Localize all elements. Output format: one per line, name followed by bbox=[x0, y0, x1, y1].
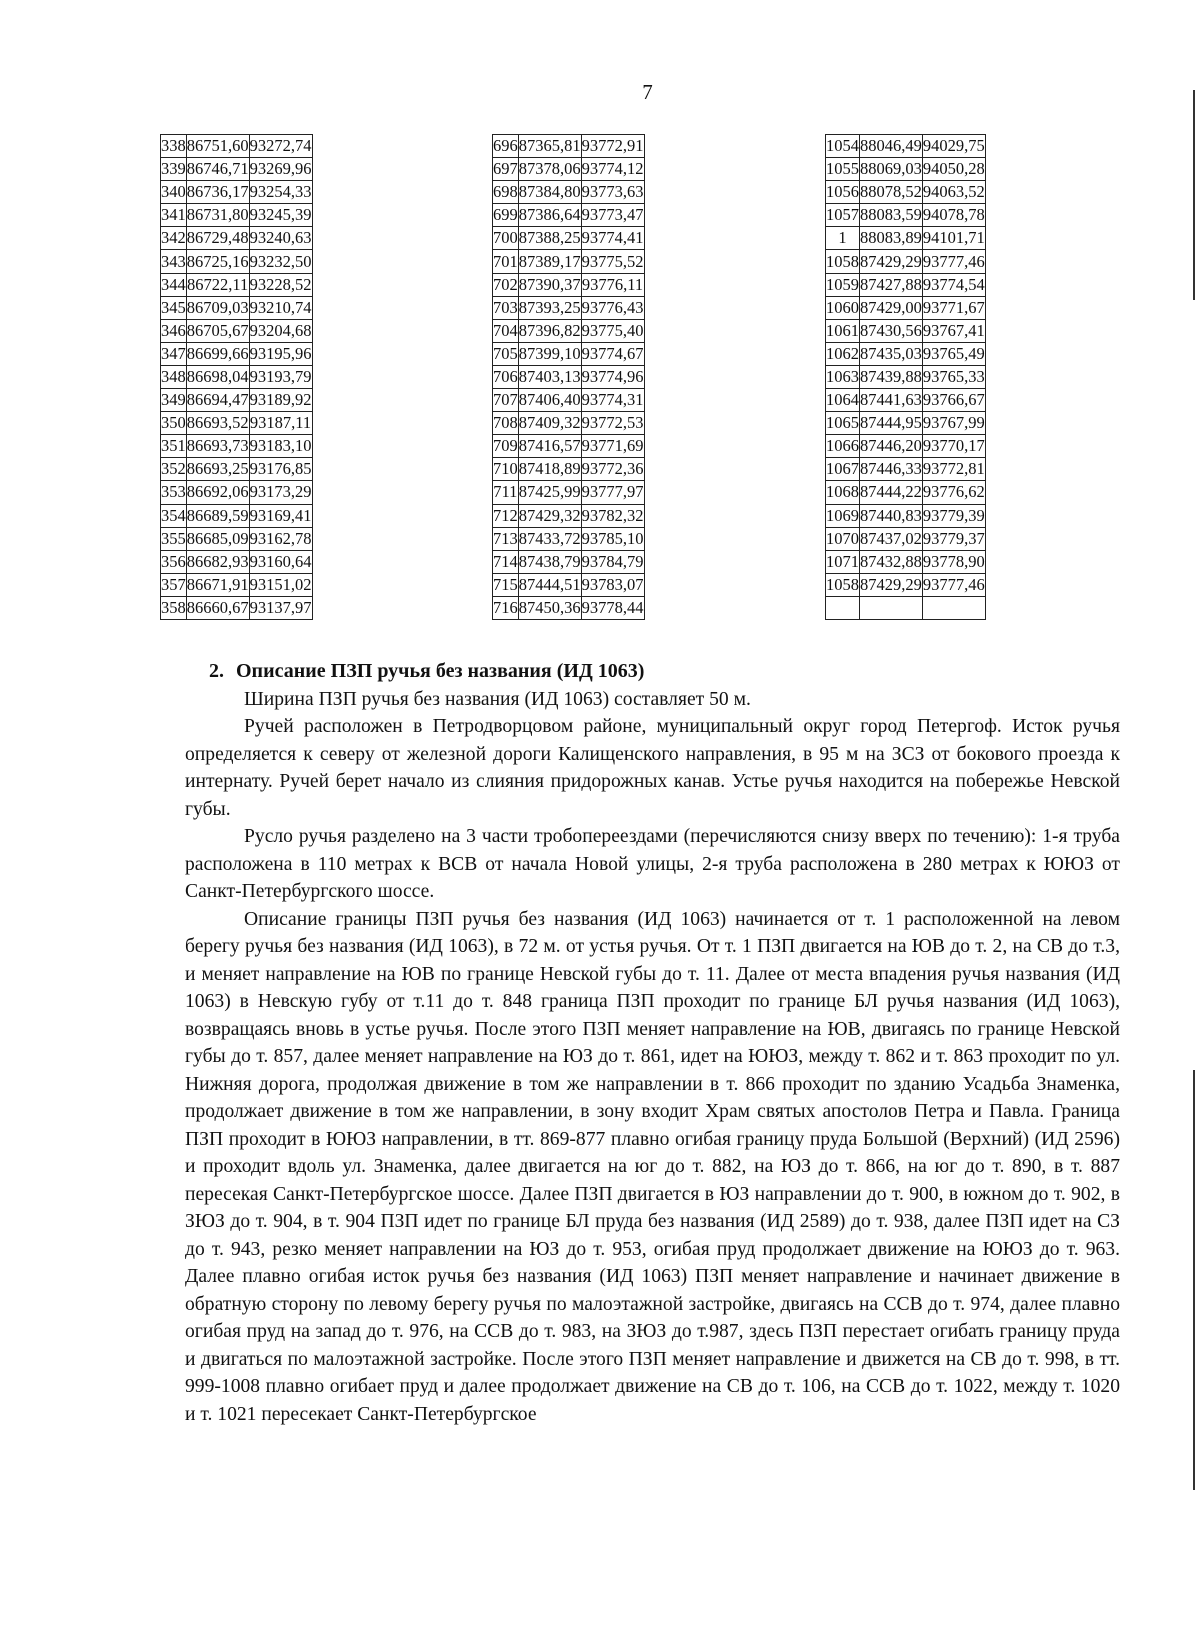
y-coordinate-cell: 93778,44 bbox=[581, 596, 644, 619]
point-id-cell: 341 bbox=[161, 204, 187, 227]
x-coordinate-cell: 87365,81 bbox=[518, 135, 581, 158]
y-coordinate-cell: 93240,63 bbox=[249, 227, 312, 250]
table-row bbox=[161, 250, 313, 273]
y-coordinate-cell: 93779,39 bbox=[922, 504, 985, 527]
y-coordinate-cell: 94029,75 bbox=[922, 135, 985, 158]
x-coordinate-cell: 87409,32 bbox=[518, 412, 581, 435]
x-coordinate-cell: 86693,25 bbox=[186, 458, 249, 481]
x-coordinate-cell: 88046,49 bbox=[860, 135, 923, 158]
table-row bbox=[493, 319, 645, 342]
x-coordinate-cell: 87450,36 bbox=[518, 596, 581, 619]
x-coordinate-cell: 86682,93 bbox=[186, 550, 249, 573]
table-row bbox=[826, 342, 986, 365]
x-coordinate-cell: 87429,29 bbox=[860, 573, 923, 596]
point-id-cell: 347 bbox=[161, 342, 187, 365]
point-id-cell: 696 bbox=[493, 135, 519, 158]
point-id-cell: 1 bbox=[826, 227, 860, 250]
table-row bbox=[826, 181, 986, 204]
point-id-cell: 709 bbox=[493, 435, 519, 458]
y-coordinate-cell: 93772,36 bbox=[581, 458, 644, 481]
x-coordinate-cell: 86746,71 bbox=[186, 158, 249, 181]
x-coordinate-cell: 87438,79 bbox=[518, 550, 581, 573]
y-coordinate-cell: 94101,71 bbox=[922, 227, 985, 250]
table-row bbox=[826, 481, 986, 504]
section-number: 2. bbox=[209, 660, 224, 682]
y-coordinate-cell: 93774,31 bbox=[581, 389, 644, 412]
point-id-cell: 703 bbox=[493, 296, 519, 319]
point-id-cell: 358 bbox=[161, 596, 187, 619]
x-coordinate-cell: 88083,59 bbox=[860, 204, 923, 227]
point-id-cell: 339 bbox=[161, 158, 187, 181]
point-id-cell: 1066 bbox=[826, 435, 860, 458]
table-row bbox=[161, 435, 313, 458]
x-coordinate-cell: 87399,10 bbox=[518, 342, 581, 365]
y-coordinate-cell: 93232,50 bbox=[249, 250, 312, 273]
y-coordinate-cell: 93775,52 bbox=[581, 250, 644, 273]
point-id-cell: 340 bbox=[161, 181, 187, 204]
y-coordinate-cell: 93765,33 bbox=[922, 365, 985, 388]
point-id-cell: 346 bbox=[161, 319, 187, 342]
x-coordinate-cell: 87396,82 bbox=[518, 319, 581, 342]
y-coordinate-cell: 94063,52 bbox=[922, 181, 985, 204]
table-row bbox=[493, 550, 645, 573]
x-coordinate-cell: 87432,88 bbox=[860, 550, 923, 573]
table-row bbox=[493, 596, 645, 619]
point-id-cell: 698 bbox=[493, 181, 519, 204]
table-row bbox=[161, 596, 313, 619]
table-row bbox=[493, 435, 645, 458]
point-id-cell: 708 bbox=[493, 412, 519, 435]
scan-edge-line bbox=[1193, 1070, 1195, 1490]
y-coordinate-cell: 93176,85 bbox=[249, 458, 312, 481]
y-coordinate-cell: 93254,33 bbox=[249, 181, 312, 204]
point-id-cell: 351 bbox=[161, 435, 187, 458]
table-row bbox=[493, 135, 645, 158]
x-coordinate-cell bbox=[860, 596, 923, 619]
y-coordinate-cell: 93193,79 bbox=[249, 365, 312, 388]
table-row bbox=[161, 389, 313, 412]
point-id-cell: 713 bbox=[493, 527, 519, 550]
x-coordinate-cell: 86671,91 bbox=[186, 573, 249, 596]
x-coordinate-cell: 87430,56 bbox=[860, 319, 923, 342]
point-id-cell: 715 bbox=[493, 573, 519, 596]
table-row bbox=[826, 204, 986, 227]
x-coordinate-cell: 87403,13 bbox=[518, 365, 581, 388]
x-coordinate-cell: 87444,51 bbox=[518, 573, 581, 596]
x-coordinate-cell: 87441,63 bbox=[860, 389, 923, 412]
y-coordinate-cell: 93778,90 bbox=[922, 550, 985, 573]
table-row bbox=[826, 573, 986, 596]
x-coordinate-cell: 86729,48 bbox=[186, 227, 249, 250]
x-coordinate-cell: 86693,52 bbox=[186, 412, 249, 435]
point-id-cell: 1057 bbox=[826, 204, 860, 227]
y-coordinate-cell: 93189,92 bbox=[249, 389, 312, 412]
y-coordinate-cell: 93137,97 bbox=[249, 596, 312, 619]
table-row bbox=[493, 527, 645, 550]
point-id-cell: 1071 bbox=[826, 550, 860, 573]
point-id-cell: 707 bbox=[493, 389, 519, 412]
table-row bbox=[826, 435, 986, 458]
table-row bbox=[826, 273, 986, 296]
point-id-cell: 1070 bbox=[826, 527, 860, 550]
y-coordinate-cell: 93777,46 bbox=[922, 250, 985, 273]
table-row bbox=[493, 227, 645, 250]
point-id-cell: 1055 bbox=[826, 158, 860, 181]
point-id-cell: 710 bbox=[493, 458, 519, 481]
point-id-cell: 343 bbox=[161, 250, 187, 273]
point-id-cell: 1064 bbox=[826, 389, 860, 412]
y-coordinate-cell: 93774,41 bbox=[581, 227, 644, 250]
table-row bbox=[161, 550, 313, 573]
x-coordinate-cell: 87444,95 bbox=[860, 412, 923, 435]
point-id-cell: 348 bbox=[161, 365, 187, 388]
x-coordinate-cell: 87437,02 bbox=[860, 527, 923, 550]
y-coordinate-cell: 93775,40 bbox=[581, 319, 644, 342]
x-coordinate-cell: 87388,25 bbox=[518, 227, 581, 250]
x-coordinate-cell: 87439,88 bbox=[860, 365, 923, 388]
point-id-cell: 705 bbox=[493, 342, 519, 365]
table-row bbox=[826, 365, 986, 388]
table-row bbox=[161, 412, 313, 435]
y-coordinate-cell: 93210,74 bbox=[249, 296, 312, 319]
y-coordinate-cell: 93162,78 bbox=[249, 527, 312, 550]
point-id-cell: 356 bbox=[161, 550, 187, 573]
y-coordinate-cell: 93204,68 bbox=[249, 319, 312, 342]
coordinates-table-3 bbox=[825, 134, 986, 620]
y-coordinate-cell: 93187,11 bbox=[249, 412, 312, 435]
table-row bbox=[493, 573, 645, 596]
x-coordinate-cell: 88069,03 bbox=[860, 158, 923, 181]
x-coordinate-cell: 86692,06 bbox=[186, 481, 249, 504]
point-id-cell: 704 bbox=[493, 319, 519, 342]
y-coordinate-cell bbox=[922, 596, 985, 619]
table-row bbox=[493, 296, 645, 319]
x-coordinate-cell: 87384,80 bbox=[518, 181, 581, 204]
paragraph-boundary: Описание границы ПЗП ручья без названия (ИД 1063) начинается от т. 1 расположенной на левом берегу ручья без названия (ИД 1063), в 72 м. от устья ручья. От т. 1 ПЗП двигается на ЮВ до т. 2, на СВ до т.3, и меняет направление на ЮВ по границе Невской губы до т. 11. Далее от места впадения ручья названия (ИД 1063) в Невскую губу от т.11 до т. 848 граница ПЗП проходит по границе БЛ ручья названия (ИД 1063), возвращаясь вновь в устье ручья. После этого ПЗП меняет направление на ЮВ, двигаясь по границе Невской губы до т. 857, далее меняет направление на ЮЗ до т. 861, идет на ЮЮЗ, между т. 862 и т. 863 проходит по ул. Нижняя дорога, продолжая движение в том же направлении в т. 866 проходит по зданию Усадьба Знаменка, продолжает движение в том же направлении, в зону входит Храм святых апостолов Петра и Павла. Граница ПЗП проходит в ЮЮЗ направлении, в тт. 869-877 плавно огибая границу пруда Большой (Верхний) (ИД 2596) и проходит вдоль ул. Знаменка, далее двигается на юг до т. 882, на ЮЗ до т. 866, на юг до т. 890, в т. 887 пересекая Санкт-Петербургское шоссе. Далее ПЗП двигается в ЮЗ направлении до т. 900, в южном до т. 902, в ЗЮЗ до т. 904, в т. 904 ПЗП идет по границе БЛ пруда без названия (ИД 2589) до т. 938, далее ПЗП идет на СЗ до т. 943, резко меняет направлении на ЮЗ до т. 953, огибая пруд продолжает движение на ЮЮЗ до т. 963. Далее плавно огибая исток ручья без названия (ИД 1063) ПЗП меняет направление и начинает движение в обратную сторону по левому берегу ручья по малоэтажной застройке, двигаясь на ССВ до т. 974, далее плавно огибая пруд на запад до т. 976, на ССВ до т. 983, на ЗЮЗ до т.987, здесь ПЗП перестает огибать границу пруда и двигаться по малоэтажной застройке. После этого ПЗП меняет направление и движется на СВ до т. 998, в тт. 999-1008 плавно огибает пруд и далее продолжает движение на СВ до т. 106, на ССВ до т. 1022, между т. 1020 и т. 1021 пересекает Санкт-Петербургское bbox=[185, 908, 1120, 1425]
y-coordinate-cell: 93772,91 bbox=[581, 135, 644, 158]
x-coordinate-cell: 86705,67 bbox=[186, 319, 249, 342]
point-id-cell: 1068 bbox=[826, 481, 860, 504]
y-coordinate-cell: 93774,54 bbox=[922, 273, 985, 296]
x-coordinate-cell: 86689,59 bbox=[186, 504, 249, 527]
x-coordinate-cell: 87446,20 bbox=[860, 435, 923, 458]
table-row bbox=[493, 273, 645, 296]
x-coordinate-cell: 87444,22 bbox=[860, 481, 923, 504]
point-id-cell: 1059 bbox=[826, 273, 860, 296]
y-coordinate-cell: 93774,96 bbox=[581, 365, 644, 388]
section-heading bbox=[185, 658, 1120, 686]
x-coordinate-cell: 86698,04 bbox=[186, 365, 249, 388]
point-id-cell: 716 bbox=[493, 596, 519, 619]
table-row bbox=[493, 412, 645, 435]
y-coordinate-cell: 93765,49 bbox=[922, 342, 985, 365]
x-coordinate-cell: 87425,99 bbox=[518, 481, 581, 504]
table-row bbox=[826, 389, 986, 412]
point-id-cell: 353 bbox=[161, 481, 187, 504]
point-id-cell: 1061 bbox=[826, 319, 860, 342]
x-coordinate-cell: 88083,89 bbox=[860, 227, 923, 250]
x-coordinate-cell: 86751,60 bbox=[186, 135, 249, 158]
point-id-cell: 699 bbox=[493, 204, 519, 227]
x-coordinate-cell: 86736,17 bbox=[186, 181, 249, 204]
section-title: Описание ПЗП ручья без названия (ИД 1063) bbox=[236, 660, 645, 682]
table-row bbox=[493, 365, 645, 388]
y-coordinate-cell: 93771,69 bbox=[581, 435, 644, 458]
point-id-cell: 342 bbox=[161, 227, 187, 250]
x-coordinate-cell: 87446,33 bbox=[860, 458, 923, 481]
table-row bbox=[161, 342, 313, 365]
paragraph-width: Ширина ПЗП ручья без названия (ИД 1063) составляет 50 м. bbox=[244, 688, 751, 710]
point-id-cell: 344 bbox=[161, 273, 187, 296]
y-coordinate-cell: 93269,96 bbox=[249, 158, 312, 181]
x-coordinate-cell: 86722,11 bbox=[186, 273, 249, 296]
point-id-cell: 1058 bbox=[826, 250, 860, 273]
x-coordinate-cell: 86709,03 bbox=[186, 296, 249, 319]
scan-edge-line bbox=[1193, 90, 1195, 300]
x-coordinate-cell: 87440,83 bbox=[860, 504, 923, 527]
table-row bbox=[493, 181, 645, 204]
y-coordinate-cell: 93783,07 bbox=[581, 573, 644, 596]
y-coordinate-cell: 93771,67 bbox=[922, 296, 985, 319]
x-coordinate-cell: 86694,47 bbox=[186, 389, 249, 412]
point-id-cell: 1060 bbox=[826, 296, 860, 319]
point-id-cell: 345 bbox=[161, 296, 187, 319]
x-coordinate-cell: 86685,09 bbox=[186, 527, 249, 550]
table-row bbox=[161, 181, 313, 204]
table-row bbox=[826, 250, 986, 273]
table-row bbox=[161, 273, 313, 296]
y-coordinate-cell: 93774,12 bbox=[581, 158, 644, 181]
point-id-cell: 706 bbox=[493, 365, 519, 388]
table-row bbox=[826, 158, 986, 181]
x-coordinate-cell: 86660,67 bbox=[186, 596, 249, 619]
coordinates-table-2 bbox=[492, 134, 645, 620]
table-row bbox=[161, 504, 313, 527]
x-coordinate-cell: 87406,40 bbox=[518, 389, 581, 412]
point-id-cell: 1054 bbox=[826, 135, 860, 158]
coordinates-table-1 bbox=[160, 134, 313, 620]
table-row bbox=[493, 504, 645, 527]
table-row bbox=[826, 296, 986, 319]
point-id-cell: 1069 bbox=[826, 504, 860, 527]
x-coordinate-cell: 87427,88 bbox=[860, 273, 923, 296]
point-id-cell bbox=[826, 596, 860, 619]
y-coordinate-cell: 93766,67 bbox=[922, 389, 985, 412]
y-coordinate-cell: 94050,28 bbox=[922, 158, 985, 181]
point-id-cell: 714 bbox=[493, 550, 519, 573]
point-id-cell: 355 bbox=[161, 527, 187, 550]
table-row bbox=[826, 227, 986, 250]
point-id-cell: 702 bbox=[493, 273, 519, 296]
point-id-cell: 354 bbox=[161, 504, 187, 527]
point-id-cell: 712 bbox=[493, 504, 519, 527]
point-id-cell: 357 bbox=[161, 573, 187, 596]
point-id-cell: 1058 bbox=[826, 573, 860, 596]
table-row bbox=[161, 227, 313, 250]
table-row bbox=[493, 389, 645, 412]
x-coordinate-cell: 86693,73 bbox=[186, 435, 249, 458]
y-coordinate-cell: 93777,97 bbox=[581, 481, 644, 504]
table-row bbox=[493, 204, 645, 227]
table-row bbox=[161, 527, 313, 550]
table-row bbox=[826, 135, 986, 158]
point-id-cell: 1067 bbox=[826, 458, 860, 481]
x-coordinate-cell: 86731,80 bbox=[186, 204, 249, 227]
y-coordinate-cell: 93782,32 bbox=[581, 504, 644, 527]
y-coordinate-cell: 93772,81 bbox=[922, 458, 985, 481]
y-coordinate-cell: 93776,11 bbox=[581, 273, 644, 296]
point-id-cell: 338 bbox=[161, 135, 187, 158]
y-coordinate-cell: 93779,37 bbox=[922, 527, 985, 550]
table-row bbox=[826, 319, 986, 342]
y-coordinate-cell: 93774,67 bbox=[581, 342, 644, 365]
y-coordinate-cell: 93767,41 bbox=[922, 319, 985, 342]
y-coordinate-cell: 93195,96 bbox=[249, 342, 312, 365]
y-coordinate-cell: 93245,39 bbox=[249, 204, 312, 227]
table-row bbox=[826, 550, 986, 573]
point-id-cell: 700 bbox=[493, 227, 519, 250]
table-row bbox=[493, 250, 645, 273]
table-row bbox=[493, 342, 645, 365]
y-coordinate-cell: 93772,53 bbox=[581, 412, 644, 435]
point-id-cell: 349 bbox=[161, 389, 187, 412]
table-row bbox=[161, 296, 313, 319]
y-coordinate-cell: 93228,52 bbox=[249, 273, 312, 296]
x-coordinate-cell: 87429,32 bbox=[518, 504, 581, 527]
point-id-cell: 350 bbox=[161, 412, 187, 435]
table-row bbox=[161, 319, 313, 342]
y-coordinate-cell: 93777,46 bbox=[922, 573, 985, 596]
point-id-cell: 1062 bbox=[826, 342, 860, 365]
y-coordinate-cell: 93773,63 bbox=[581, 181, 644, 204]
x-coordinate-cell: 86699,66 bbox=[186, 342, 249, 365]
section-text bbox=[185, 658, 1120, 1428]
y-coordinate-cell: 93151,02 bbox=[249, 573, 312, 596]
x-coordinate-cell: 87416,57 bbox=[518, 435, 581, 458]
x-coordinate-cell: 88078,52 bbox=[860, 181, 923, 204]
table-row bbox=[493, 158, 645, 181]
x-coordinate-cell: 87435,03 bbox=[860, 342, 923, 365]
table-row bbox=[161, 458, 313, 481]
y-coordinate-cell: 93776,43 bbox=[581, 296, 644, 319]
table-row bbox=[826, 458, 986, 481]
y-coordinate-cell: 94078,78 bbox=[922, 204, 985, 227]
table-row bbox=[493, 481, 645, 504]
point-id-cell: 1063 bbox=[826, 365, 860, 388]
x-coordinate-cell: 87390,37 bbox=[518, 273, 581, 296]
point-id-cell: 1056 bbox=[826, 181, 860, 204]
table-row bbox=[161, 135, 313, 158]
x-coordinate-cell: 87386,64 bbox=[518, 204, 581, 227]
table-row bbox=[161, 158, 313, 181]
y-coordinate-cell: 93183,10 bbox=[249, 435, 312, 458]
x-coordinate-cell: 87393,25 bbox=[518, 296, 581, 319]
table-row bbox=[826, 504, 986, 527]
table-row bbox=[826, 527, 986, 550]
y-coordinate-cell: 93173,29 bbox=[249, 481, 312, 504]
x-coordinate-cell: 87429,00 bbox=[860, 296, 923, 319]
table-row bbox=[826, 412, 986, 435]
y-coordinate-cell: 93767,99 bbox=[922, 412, 985, 435]
y-coordinate-cell: 93770,17 bbox=[922, 435, 985, 458]
y-coordinate-cell: 93169,41 bbox=[249, 504, 312, 527]
x-coordinate-cell: 87418,89 bbox=[518, 458, 581, 481]
table-row bbox=[161, 204, 313, 227]
point-id-cell: 697 bbox=[493, 158, 519, 181]
y-coordinate-cell: 93272,74 bbox=[249, 135, 312, 158]
x-coordinate-cell: 87429,29 bbox=[860, 250, 923, 273]
x-coordinate-cell: 87378,06 bbox=[518, 158, 581, 181]
point-id-cell: 701 bbox=[493, 250, 519, 273]
y-coordinate-cell: 93785,10 bbox=[581, 527, 644, 550]
table-row bbox=[826, 596, 986, 619]
point-id-cell: 352 bbox=[161, 458, 187, 481]
point-id-cell: 711 bbox=[493, 481, 519, 504]
x-coordinate-cell: 87389,17 bbox=[518, 250, 581, 273]
y-coordinate-cell: 93776,62 bbox=[922, 481, 985, 504]
x-coordinate-cell: 87433,72 bbox=[518, 527, 581, 550]
y-coordinate-cell: 93784,79 bbox=[581, 550, 644, 573]
table-row bbox=[161, 481, 313, 504]
x-coordinate-cell: 86725,16 bbox=[186, 250, 249, 273]
table-row bbox=[161, 365, 313, 388]
paragraph-location: Ручей расположен в Петродворцовом районе, муниципальный округ город Петергоф. Исток ручья определяется к северу от железной дороги Калищенского направления, в 95 м на ЗСЗ от бокового проезда к интернату. Ручей берет начало из слияния придорожных канав. Устье ручья находится на побережье Невской губы. bbox=[185, 716, 1120, 820]
table-row bbox=[493, 458, 645, 481]
paragraph-channel: Русло ручья разделено на 3 части тробопереездами (перечисляются снизу вверх по течению): 1-я труба расположена в 110 метрах к ВСВ от начала Новой улицы, 2-я труба расположена в 280 метрах к ЮЮЗ от Санкт-Петербургского шоссе. bbox=[185, 826, 1120, 902]
table-row bbox=[161, 573, 313, 596]
point-id-cell: 1065 bbox=[826, 412, 860, 435]
page-number: 7 bbox=[642, 80, 653, 104]
y-coordinate-cell: 93773,47 bbox=[581, 204, 644, 227]
y-coordinate-cell: 93160,64 bbox=[249, 550, 312, 573]
